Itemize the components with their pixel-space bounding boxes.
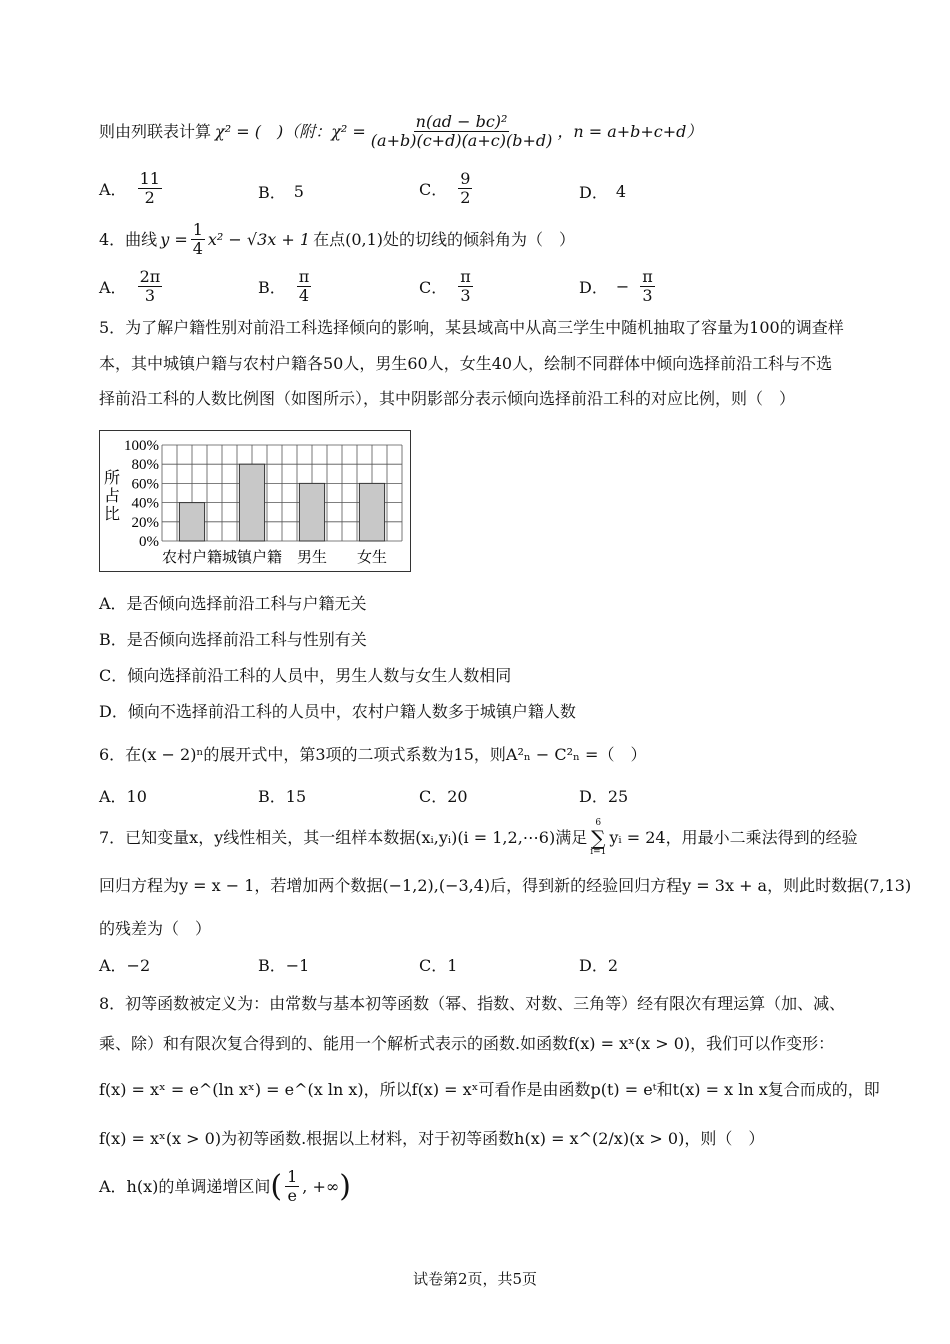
paren-right: ) (339, 1168, 351, 1204)
q3-chi: χ² = ( )（附：χ² = (215, 122, 366, 142)
bar (359, 483, 384, 541)
q8-option-a (99, 1168, 351, 1206)
q4-option-c (419, 268, 476, 306)
y-tick-label: 80% (131, 457, 159, 474)
x-tick-label: 城镇户籍 (221, 548, 283, 566)
option-num: π (298, 267, 310, 286)
q6-option-b: B．15 (258, 787, 307, 806)
q7-option-d: D．2 (579, 956, 619, 975)
page-footer: 试卷第2页，共5页 (412, 1270, 538, 1288)
q4-pre: 4．曲线 (99, 230, 158, 250)
q6-option-c: C．20 (419, 787, 468, 806)
q5-option-a: A．是否倾向选择前沿工科与户籍无关 (99, 594, 367, 613)
y-tick-label: 40% (131, 495, 159, 512)
q4-y: y = (160, 230, 188, 250)
option-den: 4 (298, 286, 310, 306)
option-key: A． (99, 278, 127, 298)
y-tick-label: 60% (131, 476, 159, 493)
q4-option-d (579, 268, 658, 306)
option-key: C． (419, 278, 448, 298)
q8-line-4: f(x) = xˣ(x > 0)为初等函数.根据以上材料，对于初等函数h(x) = x^(2/x)(x > 0)，则（ ） (99, 1129, 765, 1148)
option-key: C． (419, 180, 448, 200)
q7-line-1b: yᵢ = 24，用最小二乘法得到的经验 (609, 828, 858, 848)
paren-left: ( (270, 1168, 283, 1204)
option-text: 5 (293, 182, 304, 201)
q5-bar-chart (99, 430, 411, 572)
y-axis-label-char: 比 (103, 504, 121, 523)
option-num: 11 (139, 169, 160, 188)
q5-option-d: D．倾向不选择前沿工科的人员中，农村户籍人数多于城镇户籍人数 (99, 702, 576, 721)
option-key: A． (99, 180, 127, 200)
q5-option-b: B．是否倾向选择前沿工科与性别有关 (99, 630, 367, 649)
q6-option-d: D．25 (579, 787, 629, 806)
option-num: π (642, 267, 653, 286)
option-key: B． (258, 183, 286, 202)
q4-rest: x² − √3x + 1 (207, 230, 311, 250)
q8-option-a-pre: A．h(x)的单调递增区间 (99, 1177, 271, 1197)
q3-tail: ，n = a+b+c+d） (557, 122, 703, 142)
x-tick-label: 男生 (296, 548, 328, 566)
q7-sum (590, 819, 606, 857)
option-den: 3 (642, 286, 653, 306)
q3-option-c (419, 170, 475, 208)
sum-symbol: ∑ (591, 826, 606, 850)
q7-line-2: 回归方程为y = x − 1，若增加两个数据(−1,2),(−3,4)后，得到新的经验回归方程y = 3x + a，则此时数据(7,13) (99, 876, 912, 895)
option-den: 3 (144, 286, 155, 306)
q8-line-2: 乘、除）和有限次复合得到的、能用一个解析式表示的函数.如函数f(x) = xˣ(x > 0)，我们可以作变形： (99, 1034, 835, 1053)
option-num: 2π (139, 267, 161, 286)
q5-line-1: 5．为了解户籍性别对前沿工科选择倾向的影响，某县域高中从高三学生中随机抽取了容量为100的调查样 (99, 318, 844, 337)
q7-line-3: 的残差为（ ） (99, 919, 212, 938)
q8-line-1: 8．初等函数被定义为：由常数与基本初等函数（幂、指数、对数、三角等）经有限次有理运算（加、减、 (99, 994, 846, 1013)
q7-option-c: C．1 (419, 956, 458, 975)
q3-formula-den: (a+b)(c+d)(a+c)(b+d) (370, 131, 553, 151)
q8-option-a-post: , +∞ (302, 1177, 340, 1197)
bar (239, 464, 264, 541)
q7-line-1 (99, 819, 858, 857)
q7-option-b: B．−1 (258, 956, 310, 975)
q5-line-2: 本，其中城镇户籍与农村户籍各50人，男生60人，女生40人，绘制不同群体中倾向选择前沿工科与不选 (99, 354, 833, 373)
q6-stem: 6．在(x − 2)ⁿ的展开式中，第3项的二项式系数为15，则A²ₙ − C²ₙ =（ ） (99, 745, 647, 764)
option-text: 4 (615, 182, 627, 201)
q7-option-a: A．−2 (99, 956, 151, 975)
q3-formula-line (99, 113, 702, 151)
sum-bottom: i=1 (590, 847, 607, 857)
bar (179, 503, 204, 541)
x-tick-label: 农村户籍 (161, 548, 223, 566)
q3-option-a (99, 170, 165, 208)
option-num: π (460, 267, 471, 286)
option-sign: − (615, 277, 630, 297)
q5-option-c: C．倾向选择前沿工科的人员中，男生人数与女生人数相同 (99, 666, 512, 685)
option-key: B． (258, 278, 286, 298)
chart-svg (100, 431, 410, 571)
q6-option-a: A．10 (99, 787, 147, 806)
y-tick-label: 20% (131, 514, 159, 531)
q4-frac-den: 4 (192, 239, 203, 259)
y-axis-label-char: 所 (103, 468, 121, 487)
q4-frac-num: 1 (192, 220, 203, 239)
option-num: 9 (460, 169, 471, 188)
y-tick-label: 100% (124, 438, 159, 454)
q3-option-b (258, 180, 304, 203)
q8-line-3: f(x) = xˣ = e^(ln xˣ) = e^(x ln x)，所以f(x) = xˣ可看作是由函数p(t) = eᵗ和t(x) = x ln x复合而成的，即 (99, 1080, 880, 1099)
option-num: 1 (287, 1167, 298, 1186)
y-tick-label: 0% (139, 534, 159, 550)
option-key: D． (579, 278, 608, 298)
x-tick-label: 女生 (356, 548, 388, 566)
q4-option-a (99, 268, 165, 306)
option-key: D． (579, 183, 608, 202)
q3-option-d (579, 180, 626, 203)
y-axis-label-char: 占 (103, 486, 121, 505)
q5-line-3: 择前沿工科的人数比例图（如图所示），其中阴影部分表示倾向选择前沿工科的对应比例，则（ ） (99, 389, 796, 408)
q7-line-1a: 7．已知变量x，y线性相关，其一组样本数据(xᵢ,yᵢ)(i = 1,2,⋯6)满足 (99, 828, 588, 848)
q4-stem (99, 221, 575, 259)
option-den: e (287, 1186, 297, 1206)
q4-post: 在点(0,1)处的切线的倾斜角为（ ） (313, 230, 576, 250)
option-den: 2 (460, 188, 471, 208)
option-den: 3 (460, 286, 471, 306)
sum-top: 6 (595, 818, 602, 828)
q3-formula-fraction (369, 113, 555, 151)
q3-lead: 则由列联表计算 (99, 122, 212, 142)
bar (299, 483, 324, 541)
q4-option-b (258, 268, 314, 306)
option-den: 2 (144, 188, 155, 208)
q3-formula-num: n(ad − bc)² (415, 112, 508, 131)
